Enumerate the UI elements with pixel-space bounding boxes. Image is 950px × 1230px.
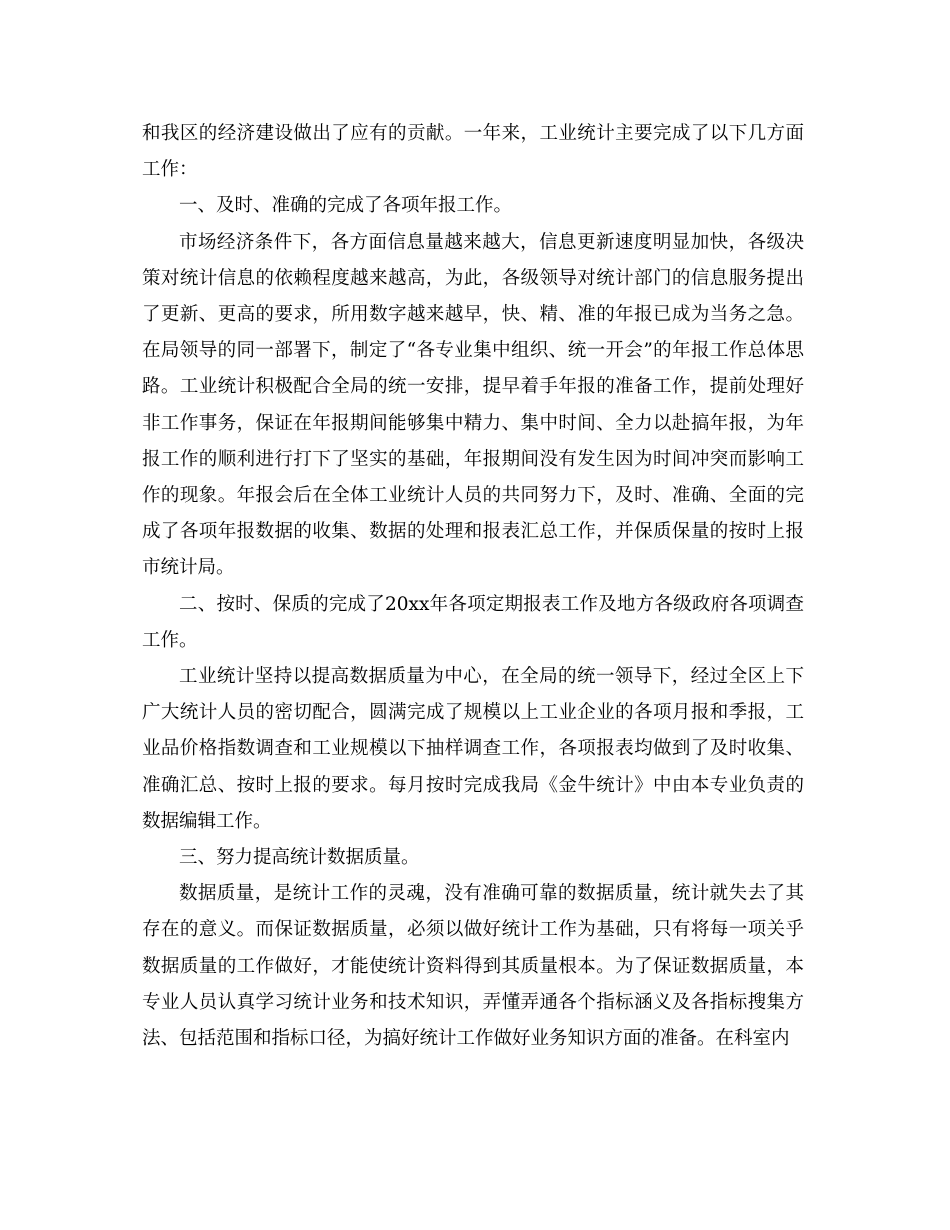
section-heading-data-quality: 三、努力提高统计数据质量。 <box>179 847 420 869</box>
paragraph-data-quality: 数据质量，是统计工作的灵魂，没有准确可靠的数据质量，统计就失去了其存在的意义。而保证数据质量，必须以做好统计工作为基础，只有将每一项关乎数据质量的工作做好，才能使统计资料得到其质量根本。为了保证数据质量，本专业人员认真学习统计业务和技术知识，弄懂弄通各个指标涵义及各指标搜集方法、包括范围和指标口径，为搞好统计工作做好业务知识方面的准备。在科室内 <box>142 883 804 1050</box>
paragraph-periodic-reports: 工业统计坚持以提高数据质量为中心，在全局的统一领导下，经过全区上下广大统计人员的密切配合，圆满完成了规模以上工业企业的各项月报和季报，工业品价格指数调查和工业规模以下抽样调查工作，各项报表均做到了及时收集、准确汇总、按时上报的要求。每月按时完成我局《金牛统计》中由本专业负责的数据编辑工作。 <box>142 666 804 832</box>
document-body <box>142 116 804 1057</box>
section-heading-periodic-reports: 二、按时、保质的完成了20xx年各项定期报表工作及地方各级政府各项调查工作。 <box>142 593 804 651</box>
section-heading-annual-report: 一、及时、准确的完成了各项年报工作。 <box>179 195 513 217</box>
paragraph-intro-continuation: 和我区的经济建设做出了应有的贡献。一年来，工业统计主要完成了以下几方面工作： <box>142 123 804 181</box>
paragraph-annual-report: 市场经济条件下，各方面信息量越来越大，信息更新速度明显加快，各级决策对统计信息的依赖程度越来越高，为此，各级领导对统计部门的信息服务提出了更新、更高的要求，所用数字越来越早，快、精、准的年报已成为当务之急。在局领导的同一部署下，制定了“各专业集中组织、统一开会”的年报工作总体思路。工业统计积极配合全局的统一安排，提早着手年报的准备工作，提前处理好非工作事务，保证在年报期间能够集中精力、集中时间、全力以赴搞年报，为年报工作的顺利进行打下了坚实的基础，年报期间没有发生因为时间冲突而影响工作的现象。年报会后在全体工业统计人员的共同努力下，及时、准确、全面的完成了各项年报数据的收集、数据的处理和报表汇总工作，并保质保量的按时上报市统计局。 <box>142 231 804 579</box>
